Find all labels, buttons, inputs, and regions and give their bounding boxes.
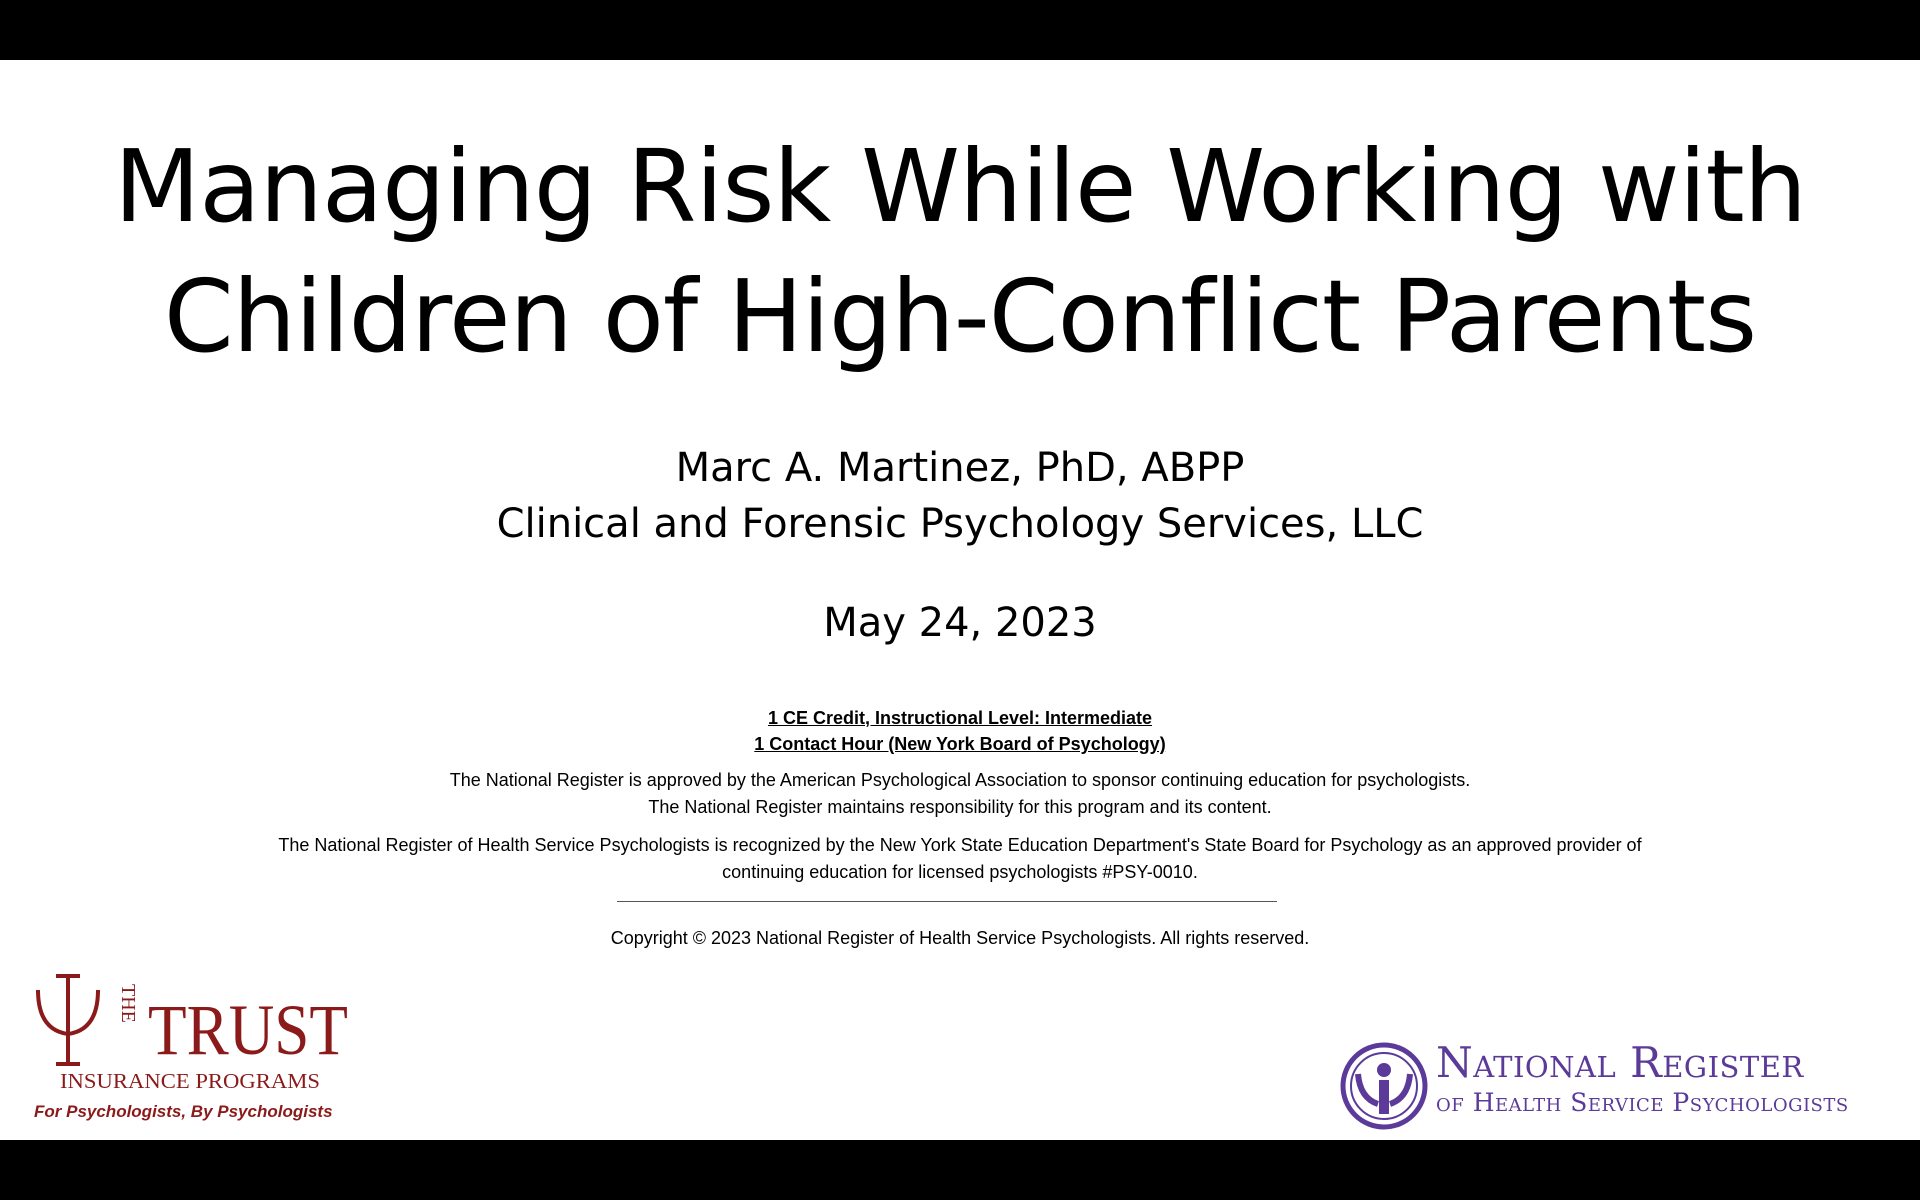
ce-credit-line: 1 CE Credit, Instructional Level: Intermediate (767, 708, 1153, 728)
national-register-name: National Register (1436, 1038, 1804, 1087)
ce-credit-block (0, 705, 1920, 757)
recognition-line: The National Register of Health Service Psychologists is recognized by the New York State Education Department's State Board for Psychology as an approved provider of (278, 835, 1642, 855)
trust-tagline: For Psychologists, By Psychologists (34, 1102, 333, 1121)
national-register-emblem-icon (1340, 1042, 1428, 1130)
copyright-notice: Copyright © 2023 National Register of Health Service Psychologists. All rights reserved. (610, 928, 1310, 948)
nys-recognition-text (0, 832, 1920, 886)
trust-wordmark: TRUST (148, 990, 348, 1070)
apa-approval-text (0, 767, 1920, 821)
title-line: Managing Risk While Working with (113, 128, 1807, 245)
presenter-name: Marc A. Martinez, PhD, ABPP (675, 445, 1245, 491)
trust-the-text: THE (117, 984, 139, 1023)
letterbox-top (0, 0, 1920, 60)
presentation-date: May 24, 2023 (823, 600, 1097, 646)
divider (617, 901, 1277, 902)
approval-line: The National Register maintains responsibility for this program and its content. (648, 797, 1272, 817)
national-register-logo (1340, 1038, 1900, 1138)
title-line: Children of High-Conflict Parents (163, 258, 1757, 375)
presenter-organization: Clinical and Forensic Psychology Services, LLC (496, 501, 1424, 547)
national-register-subtitle: of Health Service Psychologists (1436, 1088, 1849, 1117)
presenter-block (0, 440, 1920, 552)
presentation-slide (0, 60, 1920, 1140)
psi-icon (38, 974, 98, 1064)
slide-title (0, 122, 1920, 382)
trust-subtitle: INSURANCE PROGRAMS (60, 1069, 320, 1093)
trust-logo (30, 972, 350, 1092)
approval-line: The National Register is approved by the American Psychological Association to sponsor continuing education for psychologists. (449, 770, 1471, 790)
letterbox-bottom (0, 1140, 1920, 1200)
contact-hour-line: 1 Contact Hour (New York Board of Psychology) (754, 734, 1166, 754)
recognition-line: continuing education for licensed psychologists #PSY-0010. (722, 862, 1198, 882)
